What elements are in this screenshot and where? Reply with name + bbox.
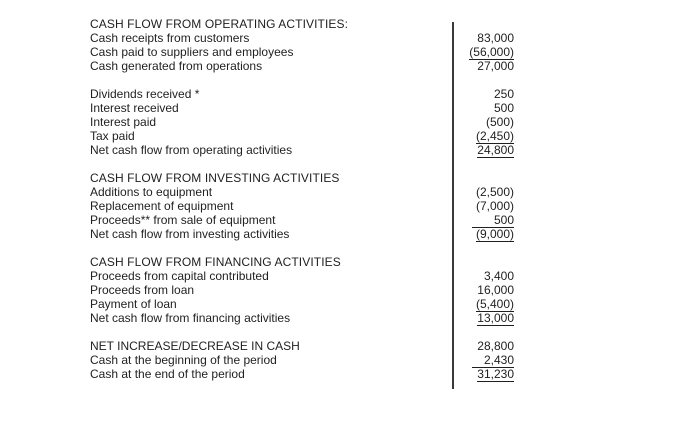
row-value-cell: [453, 31, 514, 45]
row-value: (500): [485, 115, 514, 129]
statement-row: [90, 115, 514, 129]
row-value-cell: [453, 59, 514, 73]
statement-row: [90, 367, 514, 381]
row-value: 13,000: [477, 311, 514, 325]
blank-row: [90, 325, 514, 339]
row-label: Net cash flow from financing activities: [90, 311, 291, 325]
row-label: Replacement of equipment: [90, 199, 234, 213]
row-value: 31,230: [477, 367, 514, 381]
row-label: Payment of loan: [90, 297, 177, 311]
row-value: 16,000: [477, 283, 514, 297]
row-value: 500: [493, 101, 514, 115]
statement-row: [90, 101, 514, 115]
statement-row: [90, 31, 514, 45]
row-value-cell: [453, 199, 514, 213]
row-label: Additions to equipment: [90, 185, 213, 199]
row-value-cell: [453, 227, 514, 242]
row-label: Cash at the beginning of the period: [90, 353, 277, 367]
row-value: 28,800: [477, 339, 514, 353]
row-label: Tax paid: [90, 129, 135, 143]
row-label: Cash paid to suppliers and employees: [90, 45, 294, 59]
statement-row: [90, 87, 514, 101]
row-value: 3,400: [483, 269, 514, 283]
row-label: Net cash flow from operating activities: [90, 143, 293, 157]
row-value: 250: [493, 87, 514, 101]
statement-row: [90, 311, 514, 325]
row-value-cell: [453, 353, 514, 368]
statement-row: [90, 143, 514, 157]
row-value-cell: [453, 115, 514, 129]
row-value: 24,800: [477, 143, 514, 157]
row-value: 27,000: [477, 59, 514, 73]
row-value: (2,450): [475, 129, 514, 143]
row-value: 2,430: [472, 354, 514, 368]
statement-row: [90, 199, 514, 213]
row-label: Net cash flow from investing activities: [90, 227, 290, 241]
row-value: 500: [472, 214, 514, 228]
blank-row: [90, 241, 514, 255]
section-heading: CASH FLOW FROM OPERATING ACTIVITIES:: [90, 17, 349, 31]
row-label: Proceeds** from sale of equipment: [90, 213, 276, 227]
row-value-cell: [453, 311, 514, 326]
row-label: Proceeds from capital contributed: [90, 269, 269, 283]
statement-body: [90, 17, 514, 381]
row-value: (5,400): [475, 297, 514, 311]
row-value-cell: [453, 283, 514, 297]
section-heading-row: [90, 255, 514, 269]
statement-row: [90, 339, 514, 353]
row-value-cell: [453, 213, 514, 228]
blank-row: [90, 73, 514, 87]
row-label: Proceeds from loan: [90, 283, 195, 297]
statement-row: [90, 227, 514, 241]
row-label: Interest received: [90, 101, 179, 115]
row-value-cell: [453, 339, 514, 353]
statement-row: [90, 297, 514, 311]
statement-row: [90, 283, 514, 297]
row-label: NET INCREASE/DECREASE IN CASH: [90, 339, 300, 353]
row-value-cell: [453, 129, 514, 144]
statement-row: [90, 45, 514, 59]
statement-row: [90, 185, 514, 199]
row-value: (9,000): [475, 227, 514, 241]
row-value-cell: [453, 143, 514, 158]
row-value-cell: [453, 87, 514, 101]
row-value: 83,000: [477, 31, 514, 45]
row-value-cell: [453, 367, 514, 382]
statement-row: [90, 59, 514, 73]
row-label: Dividends received *: [90, 87, 200, 101]
row-label: Interest paid: [90, 115, 157, 129]
row-value-cell: [453, 45, 514, 60]
statement-row: [90, 269, 514, 283]
row-value-cell: [453, 101, 514, 115]
statement-row: [90, 353, 514, 367]
statement-row: [90, 129, 514, 143]
row-value: (2,500): [475, 185, 514, 199]
row-value-cell: [453, 297, 514, 312]
section-heading: CASH FLOW FROM FINANCING ACTIVITIES: [90, 255, 341, 269]
row-label: Cash receipts from customers: [90, 31, 250, 45]
row-value-cell: [453, 269, 514, 283]
blank-row: [90, 157, 514, 171]
row-value: (7,000): [475, 199, 514, 213]
row-label: Cash generated from operations: [90, 59, 263, 73]
section-heading: CASH FLOW FROM INVESTING ACTIVITIES: [90, 171, 340, 185]
row-value: (56,000): [469, 45, 514, 59]
row-label: Cash at the end of the period: [90, 367, 245, 381]
section-heading-row: [90, 17, 514, 31]
row-value-cell: [453, 185, 514, 199]
section-heading-row: [90, 171, 514, 185]
statement-row: [90, 213, 514, 227]
